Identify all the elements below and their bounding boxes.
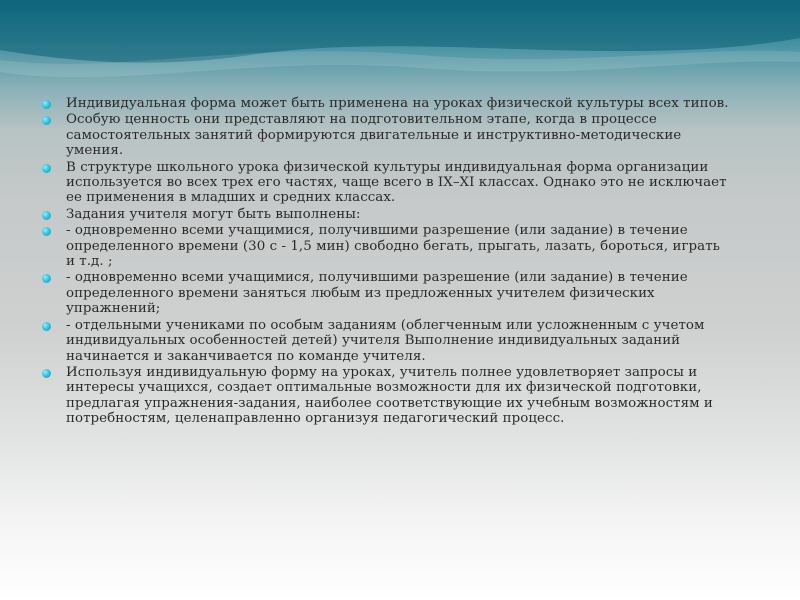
bullet-text-6: - одновременно всеми учащимися, получившими разрешение (или задание) в течение определенного времени заняться любым из предложенных учителем физических упражнений; bbox=[66, 270, 688, 317]
bullet-item-3 bbox=[42, 160, 732, 206]
bullet-text-3: В структуре школьного урока физической культуры индивидуальная форма организации используется во всех трех его частях, чаще всего в IX–XI классах. Однако это не исключает ее применения в младших и средних классах. bbox=[66, 159, 727, 206]
circle-bullet-icon bbox=[42, 227, 51, 236]
bullet-item-6 bbox=[42, 270, 732, 316]
circle-bullet-icon bbox=[42, 164, 51, 173]
circle-bullet-icon bbox=[42, 322, 51, 331]
circle-bullet-icon bbox=[42, 274, 51, 283]
bullet-text-5: - одновременно всеми учащимися, получившими разрешение (или задание) в течение определенного времени (30 с - 1,5 мин) свободно бегать, прыгать, лазать, бороться, играть и т.д. ; bbox=[66, 223, 720, 270]
bullet-text-2: Особую ценность они представляют на подготовительном этапе, когда в процессе самостоятельных занятий формируются двигательные и инструктивно-методические умения. bbox=[66, 112, 682, 159]
circle-bullet-icon bbox=[42, 100, 51, 109]
bullet-text-7: - отдельными учениками по особым заданиям (облегченным или усложненным с учетом индивидуальных особенностей детей) учителя Выполнение индивидуальных заданий начинается и заканчивается по команде учителя. bbox=[66, 317, 705, 364]
circle-bullet-icon bbox=[42, 211, 51, 220]
bullet-text-4: Задания учителя могут быть выполнены: bbox=[66, 206, 361, 222]
bullet-item-7 bbox=[42, 318, 732, 364]
bullet-item-4 bbox=[42, 207, 732, 222]
circle-bullet-icon bbox=[42, 116, 51, 125]
bullet-item-5 bbox=[42, 223, 732, 269]
bullet-item-1 bbox=[42, 96, 732, 111]
circle-bullet-icon bbox=[42, 369, 51, 378]
bullet-text-8: Используя индивидуальную форму на уроках, учитель полнее удовлетворяет запросы и интересы учащихся, создает оптимальные возможности для их физической подготовки, предлагая упражнения-задания, наиболее соответствующие их учебным возможностям и потребностям, целенаправленно организуя педагогический процесс. bbox=[66, 364, 713, 427]
bullet-item-2 bbox=[42, 112, 732, 158]
bullet-text-1: Индивидуальная форма может быть применена на уроках физической культуры всех типов. bbox=[66, 96, 729, 111]
bullet-item-8 bbox=[42, 365, 732, 427]
slide-content bbox=[42, 96, 732, 428]
